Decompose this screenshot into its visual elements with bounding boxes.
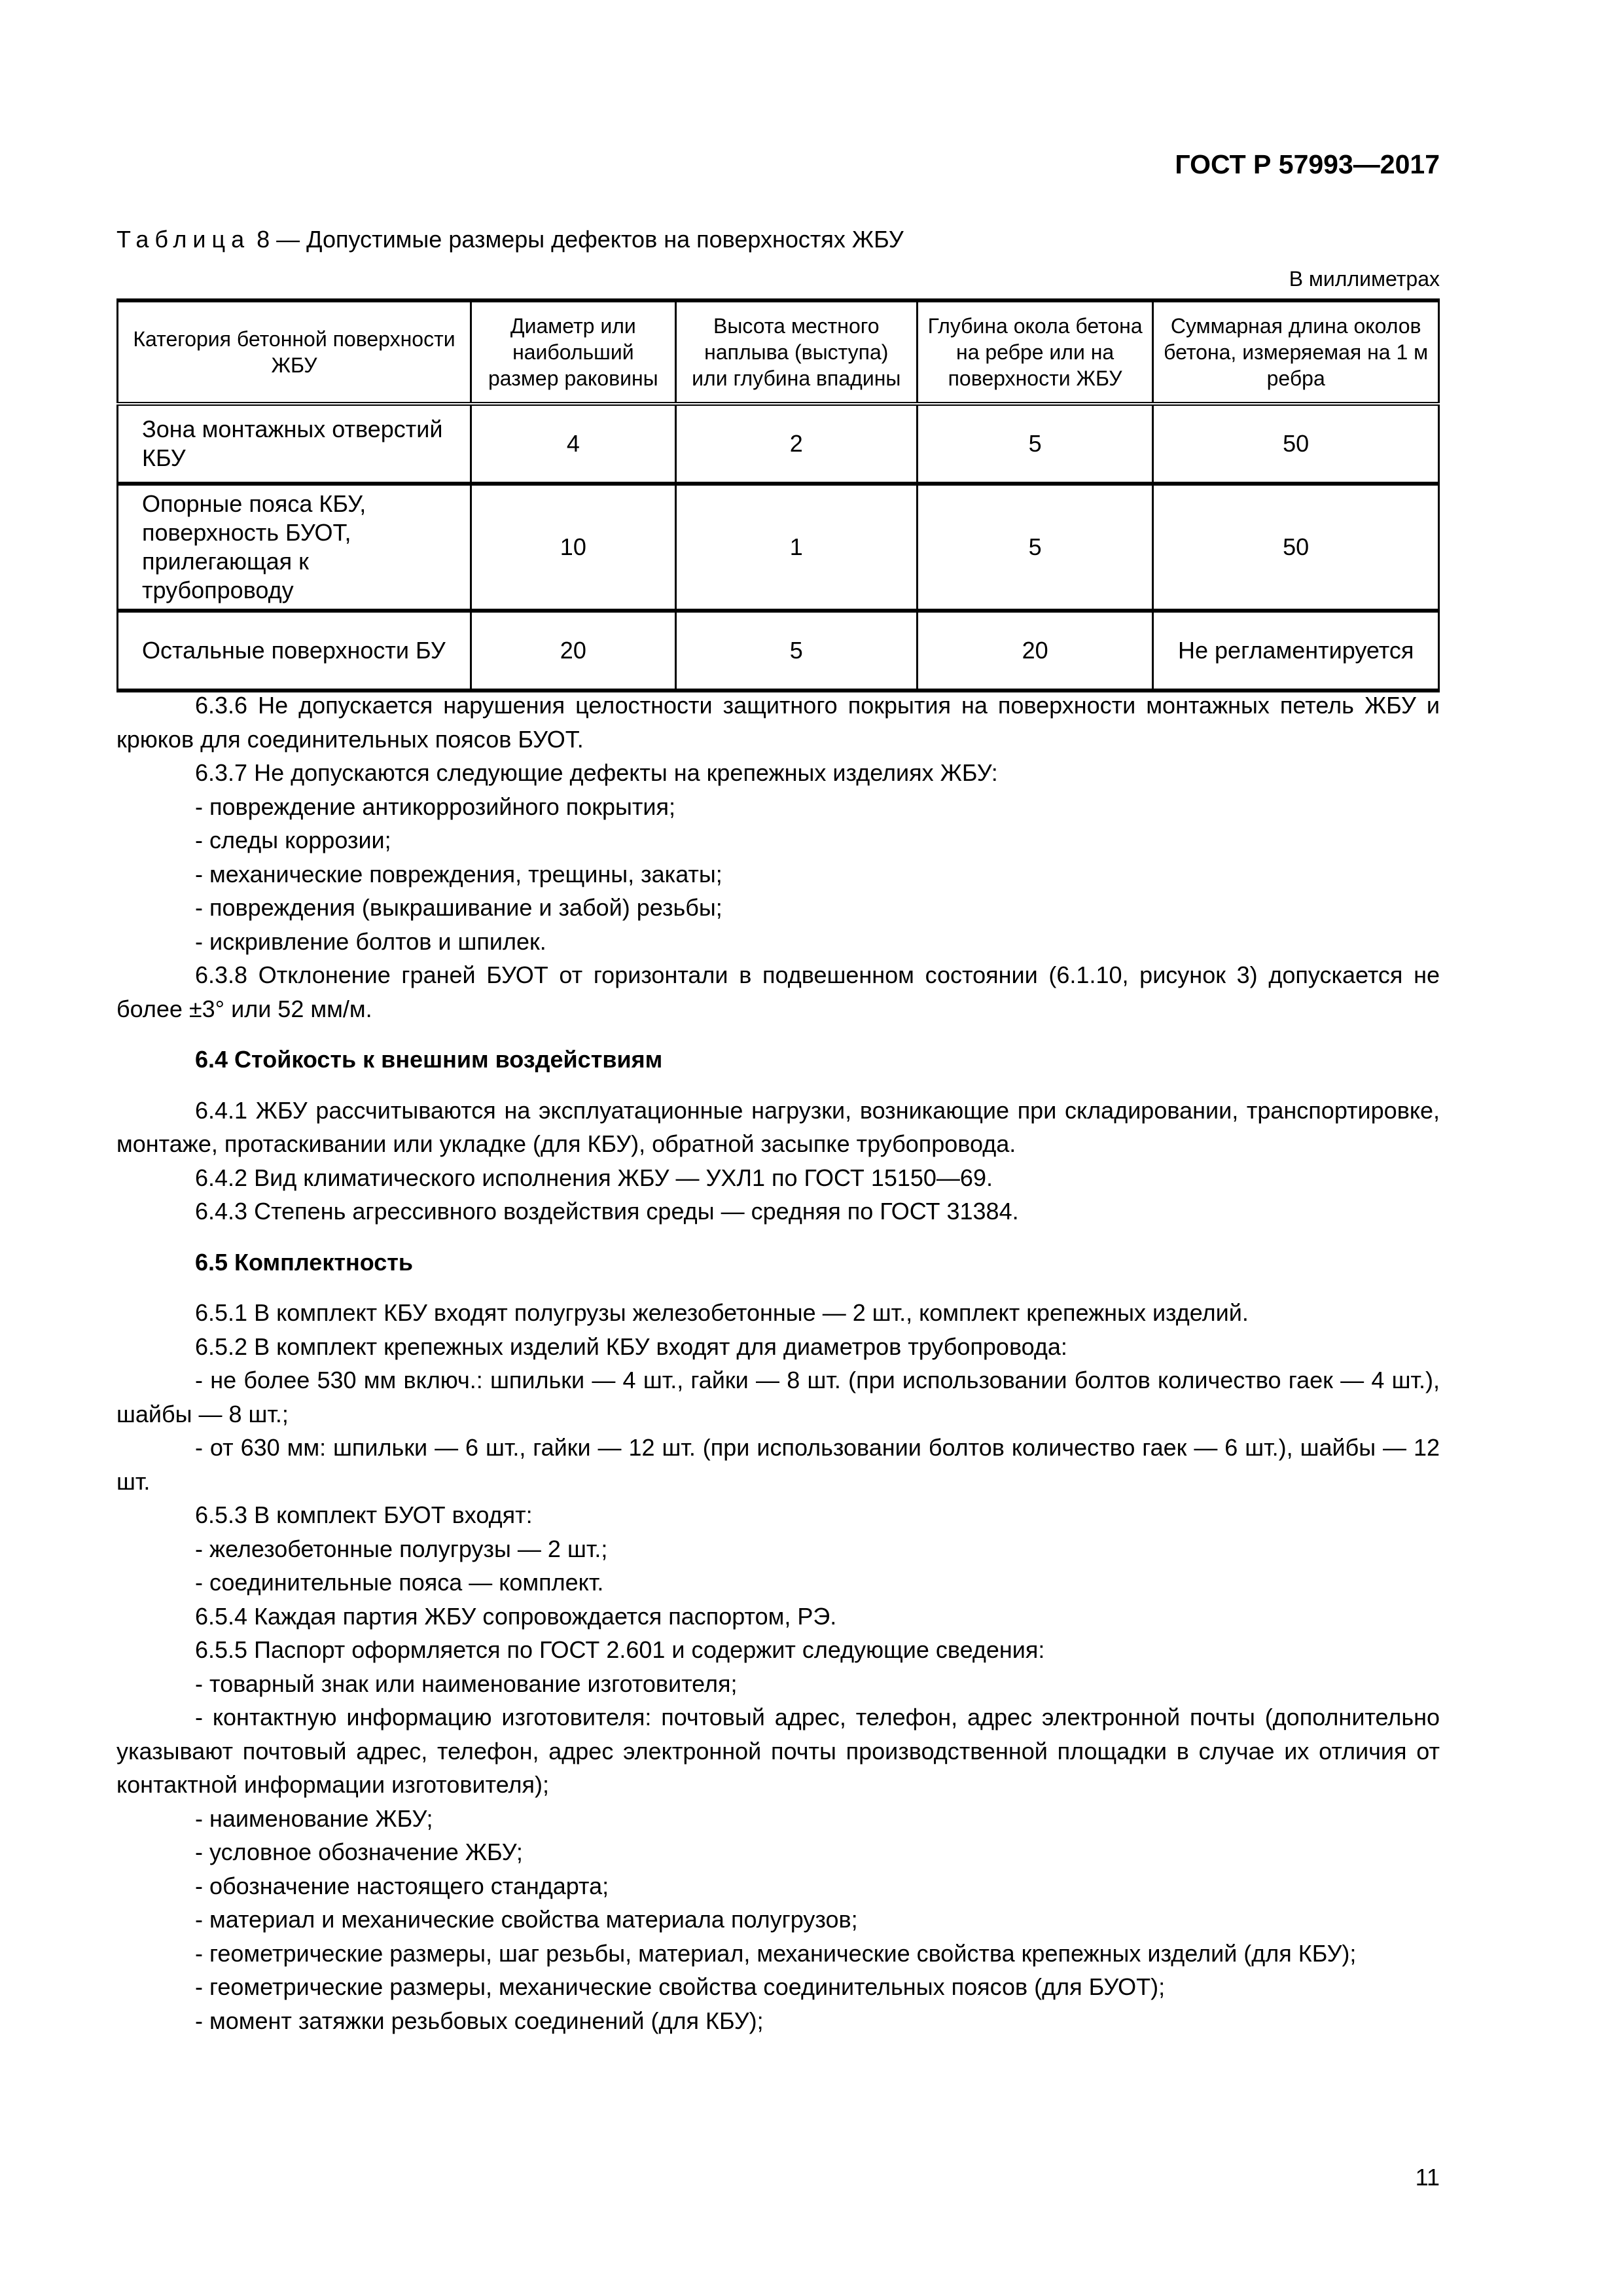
table-cell: 20 [917, 611, 1152, 691]
list-item: - повреждение антикоррозийного покрытия; [195, 793, 675, 820]
page-number: 11 [1415, 2164, 1440, 2191]
paragraph-6-5-3: 6.5.3 В комплект БУОТ входят: [195, 1501, 533, 1528]
paragraph-6-5-4: 6.5.4 Каждая партия ЖБУ сопровождается паспортом, РЭ. [195, 1602, 837, 1630]
list-item: - железобетонные полугрузы — 2 шт.; [195, 1535, 608, 1562]
table-caption-title: 8 — Допустимые размеры дефектов на поверхностях ЖБУ [250, 226, 904, 253]
table-caption [116, 226, 904, 253]
table-cell: 1 [675, 484, 917, 611]
list-item: - геометрические размеры, шаг резьбы, материал, механические свойства крепежных изделий (для КБУ); [195, 1939, 1357, 1967]
paragraph-6-3-7: 6.3.7 Не допускаются следующие дефекты на крепежных изделиях ЖБУ: [195, 759, 998, 786]
paragraph-6-3-8: 6.3.8 Отклонение граней БУОТ от горизонтали в подвешенном состоянии (6.1.10, рисунок 3) допускается не более ±3° или 52 мм/м. [116, 961, 1440, 1022]
list-item: - момент затяжки резьбовых соединений (для КБУ); [195, 2007, 764, 2034]
list-item: - от 630 мм: шпильки — 6 шт., гайки — 12 шт. (при использовании болтов количество гаек — 6 шт.), шайбы — 12 шт. [116, 1434, 1440, 1495]
list-item: - наименование ЖБУ; [195, 1804, 433, 1832]
table-header-row [118, 300, 1439, 404]
table-cell: 20 [471, 611, 676, 691]
table-caption-label: Таблица [116, 226, 251, 253]
list-item: - материал и механические свойства материала полугрузов; [195, 1906, 858, 1933]
list-item: - следы коррозии; [195, 827, 391, 853]
table-cell: 50 [1153, 404, 1439, 484]
paragraph-6-4-1: 6.4.1 ЖБУ рассчитываются на эксплуатационные нагрузки, возникающие при складировании, транспортировке, монтаже, протаскивании или укладке (для КБУ), обратной засыпке трубопровода. [116, 1096, 1440, 1157]
list-item: - геометрические размеры, механические свойства соединительных поясов (для БУОТ); [195, 1973, 1166, 2000]
list-item: - не более 530 мм включ.: шпильки — 4 шт., гайки — 8 шт. (при использовании болтов количество гаек — 4 шт.), шайбы — 8 шт.; [116, 1367, 1440, 1427]
table-units: В миллиметрах [1289, 267, 1440, 291]
list-item: - искривление болтов и шпилек. [195, 927, 546, 955]
list-item: - механические повреждения, трещины, закаты; [195, 860, 722, 888]
paragraph-6-4-3: 6.4.3 Степень агрессивного воздействия среды — средняя по ГОСТ 31384. [195, 1198, 1019, 1225]
table-cell: 4 [471, 404, 676, 484]
body-text [116, 689, 1440, 2037]
list-item: - товарный знак или наименование изготовителя; [195, 1670, 738, 1697]
table-cell: 5 [917, 484, 1152, 611]
table-row [118, 484, 1439, 611]
section-heading-6-5: 6.5 Комплектность [195, 1248, 414, 1276]
list-item: - обозначение настоящего стандарта; [195, 1872, 609, 1899]
table-cell-category: Остальные поверхности БУ [118, 611, 471, 691]
defects-table [116, 298, 1440, 692]
table-row [118, 404, 1439, 484]
column-header: Диаметр или наибольший размер раковины [471, 300, 676, 404]
column-header: Высота местного наплыва (выступа) или глубина впадины [675, 300, 917, 404]
list-item: - соединительные пояса — комплект. [195, 1569, 604, 1596]
list-item: - контактную информацию изготовителя: почтовый адрес, телефон, адрес электронной почты (дополнительно указывают почтовый адрес, телефон, адрес электронной почты производственной площадки в случае их отличия от контактной информации изготовителя); [116, 1704, 1440, 1798]
section-heading-6-4: 6.4 Стойкость к внешним воздействиям [195, 1046, 663, 1073]
table-cell-category: Зона монтажных отверстий КБУ [118, 404, 471, 484]
table-cell: 50 [1153, 484, 1439, 611]
column-header: Категория бетонной поверхности ЖБУ [118, 300, 471, 404]
table-cell: 10 [471, 484, 676, 611]
paragraph-6-5-5: 6.5.5 Паспорт оформляется по ГОСТ 2.601 и содержит следующие сведения: [195, 1636, 1045, 1663]
table-cell: Не регламентируется [1153, 611, 1439, 691]
table-cell: 2 [675, 404, 917, 484]
paragraph-6-4-2: 6.4.2 Вид климатического исполнения ЖБУ — УХЛ1 по ГОСТ 15150—69. [195, 1164, 993, 1191]
column-header: Суммарная длина околов бетона, измеряемая на 1 м ребра [1153, 300, 1439, 404]
list-item: - условное обозначение ЖБУ; [195, 1839, 523, 1865]
paragraph-6-3-6: 6.3.6 Не допускается нарушения целостности защитного покрытия на поверхности монтажных петель ЖБУ и крюков для соединительных поясов БУОТ. [116, 692, 1440, 753]
list-item: - повреждения (выкрашивание и забой) резьбы; [195, 894, 722, 921]
paragraph-6-5-2: 6.5.2 В комплект крепежных изделий КБУ входят для диаметров трубопровода: [195, 1333, 1067, 1360]
table-cell-category: Опорные пояса КБУ, поверхность БУОТ, прилегающая к трубопроводу [118, 484, 471, 611]
paragraph-6-5-1: 6.5.1 В комплект КБУ входят полугрузы железобетонные — 2 шт., комплект крепежных изделий. [195, 1299, 1249, 1326]
document-code: ГОСТ Р 57993—2017 [1175, 149, 1440, 179]
table-cell: 5 [917, 404, 1152, 484]
table-cell: 5 [675, 611, 917, 691]
table-row [118, 611, 1439, 691]
column-header: Глубина окола бетона на ребре или на поверхности ЖБУ [917, 300, 1152, 404]
